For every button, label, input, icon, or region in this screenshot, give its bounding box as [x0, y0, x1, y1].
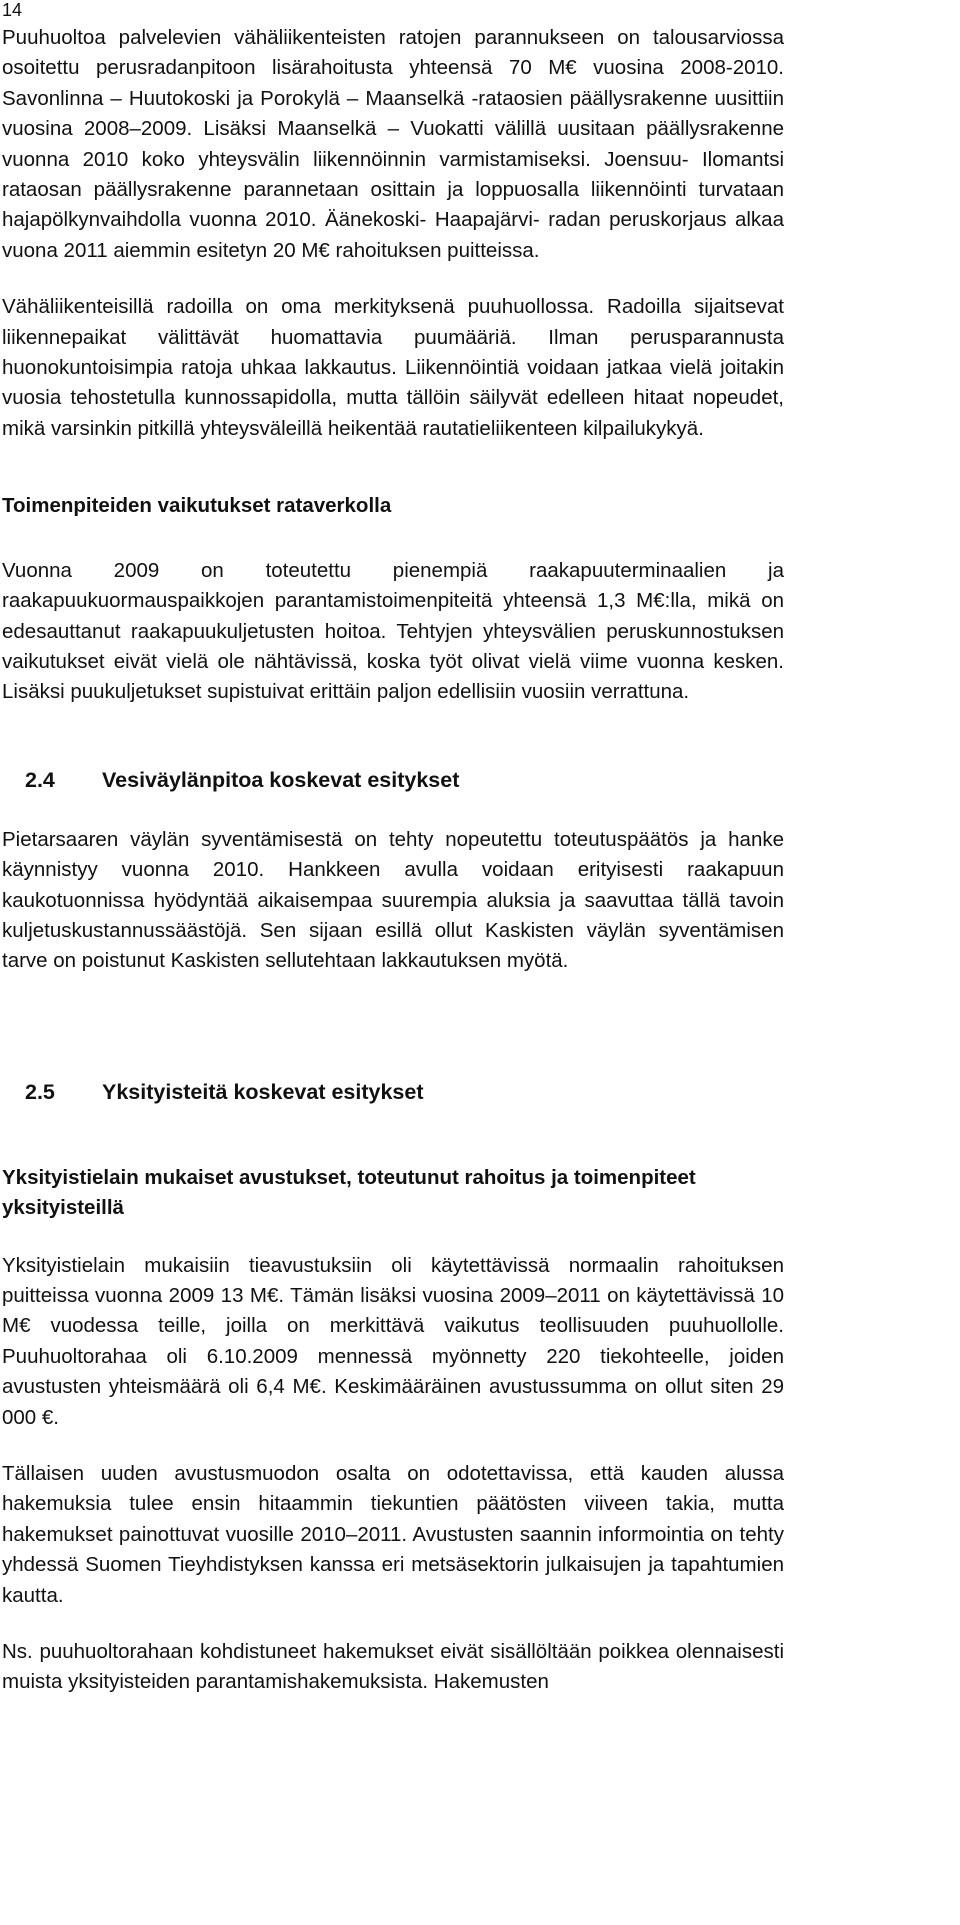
paragraph-puuhuoltoraha-hakemukset: Ns. puuhuoltorahaan kohdistuneet hakemukset eivät sisällöltään poikkea olennaisesti muista yksityisteiden parantamishakemuksista. Hakemusten: [2, 1640, 784, 1694]
paragraph-vesivaylanpito: Pietarsaaren väylän syventämisestä on tehty nopeutettu toteutuspäätös ja hanke käynnistyy vuonna 2010. Hankkeen avulla voidaan erityisesti raakapuun kaukotuonnissa hyödyntää aikaisempaa suurempia aluksia ja saavuttaa tällä tavoin kuljetuskustannussäästöjä. Sen sijaan esillä ollut Kaskisten väylän syventämisen tarve on poistunut Kaskisten sellutehtaan lakkautuksen myötä.: [2, 827, 784, 973]
section-number: 2.4: [25, 767, 55, 792]
heading-toimenpiteiden-vaikutukset: Toimenpiteiden vaikutukset rataverkolla: [2, 494, 392, 518]
section-title: Yksityisteitä koskevat esitykset: [102, 1079, 424, 1104]
paragraph-vaikutukset: Vuonna 2009 on toteutettu pienempiä raakapuuterminaalien ja raakapuukuormauspaikkojen parantamistoimenpiteitä yhteensä 1,3 M€:lla, mikä on edesauttanut raakapuukuljetusten hoitoa. Tehtyjen yhteysvälien peruskunnostuksen vaikutukset eivät vielä ole nähtävissä, koska työt olivat vielä viime vuonna kesken. Lisäksi puukuljetukset supistuivat erittäin paljon edellisiin vuosiin verrattuna.: [2, 558, 784, 704]
section-heading-2-4: [2, 765, 784, 795]
paragraph-avustusmuoto: Tällaisen uuden avustusmuodon osalta on odotettavissa, että kauden alussa hakemuksia tulee ensin hitaammin tiekuntien päätösten viiveen takia, mutta hakemukset painottuvat vuosille 2010–2011. Avustusten saannin informointia on tehty yhdessä Suomen Tieyhdistyksen kanssa eri metsäsektorin julkaisujen ja tapahtumien kautta.: [2, 1462, 784, 1607]
page-content: [2, 23, 784, 1698]
section-number: 2.5: [25, 1079, 55, 1104]
paragraph-ratojen-parannus: Puuhuoltoa palvelevien vähäliikenteisten ratojen parannukseen on talousarviossa osoitettu perusradanpitoon lisärahoitusta yhteensä 70 M€ vuosina 2008-2010. Savonlinna – Huutokoski ja Porokylä – Maanselkä -rataosien päällysrakenne uusittiin vuosina 2008–2009. Lisäksi Maanselkä – Vuokatti välillä uusitaan päällysrakenne vuonna 2010 koko yhteysvälin liikennöinnin varmistamiseksi. Joensuu- Ilomantsi rataosan päällysrakenne parannetaan osittain ja loppuosalla liikennöinti turvataan hajapölkynvaihdolla vuonna 2010. Äänekoski- Haapajärvi- radan peruskorjaus alkaa vuona 2011 aiemmin esitetyn 20 M€ rahoituksen puitteissa.: [2, 26, 784, 262]
section-title: Vesiväylänpitoa koskevat esitykset: [102, 767, 460, 792]
paragraph-tieavustukset: Yksityistielain mukaisiin tieavustuksiin oli käytettävissä normaalin rahoituksen puitteissa vuonna 2009 13 M€. Tämän lisäksi vuosina 2009–2011 on käytettävissä 10 M€ vuodessa teille, joilla on merkittävä vaikutus teollisuuden puuhuollolle. Puuhuoltorahaa oli 6.10.2009 mennessä myönnetty 220 tiekohteelle, joiden avustusten yhteismäärä oli 6,4 M€. Keskimääräinen avustussumma on ollut siten 29 000 €.: [2, 1253, 784, 1429]
section-heading-2-5: [2, 1077, 784, 1107]
subheading-yksityistielain-avustukset: Yksityistielain mukaiset avustukset, toteutunut rahoitus ja toimenpiteet yksityisteillä: [2, 1165, 696, 1220]
page-number: 14: [2, 0, 23, 20]
paragraph-vahaliikenteiset-radat: Vähäliikenteisillä radoilla on oma merkityksenä puuhuollossa. Radoilla sijaitsevat liikennepaikat välittävät huomattavia puumääriä. Ilman perusparannusta huonokuntoisimpia ratoja uhkaa lakkautus. Liikennöintiä voidaan jatkaa vielä joitakin vuosia tehostetulla kunnossapidolla, mutta tällöin säilyvät edelleen hitaat nopeudet, mikä varsinkin pitkillä yhteysväleillä heikentää rautatieliikenteen kilpailukykyä.: [2, 295, 784, 440]
